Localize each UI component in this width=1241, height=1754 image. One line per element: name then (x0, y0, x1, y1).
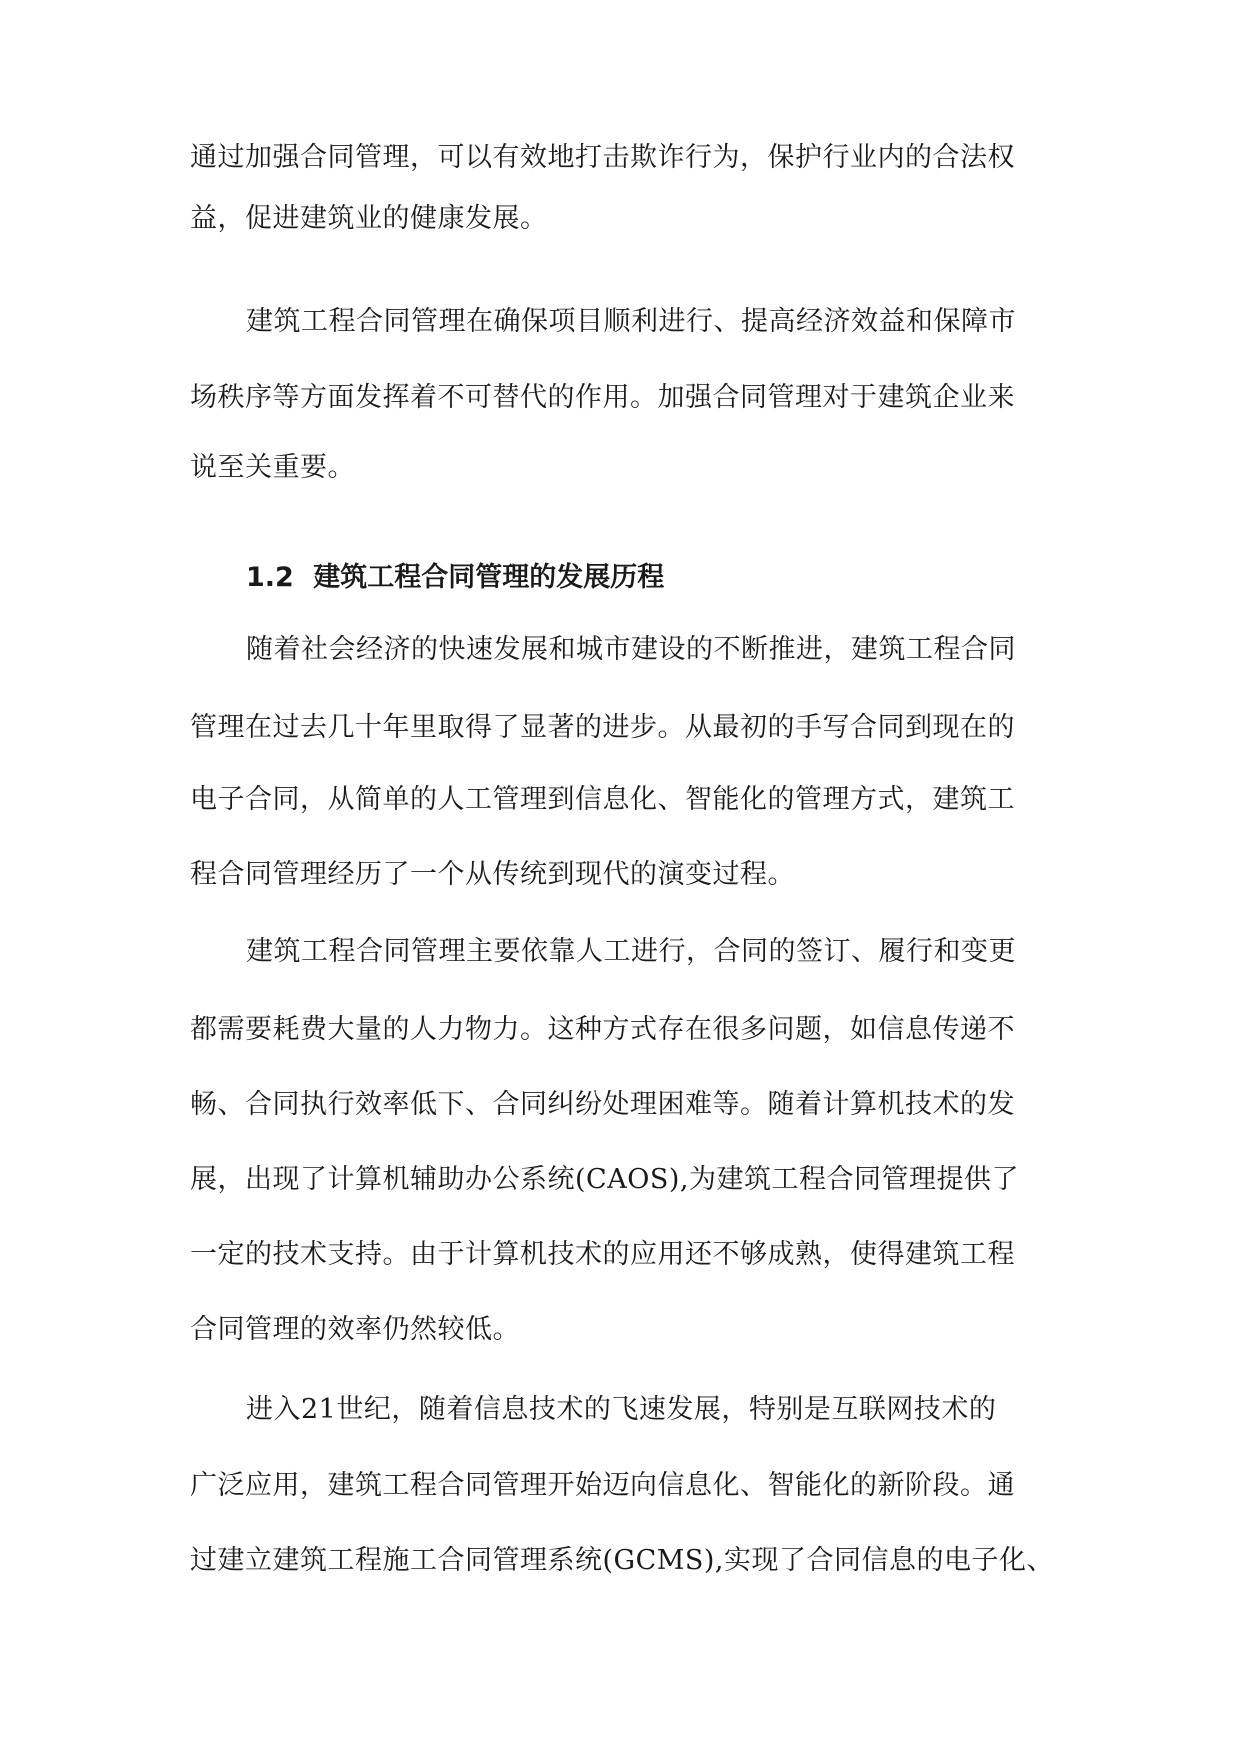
section-number: 1.2 (246, 562, 294, 593)
paragraph-line: 合同管理的效率仍然较低。 (190, 1314, 520, 1345)
paragraph-line: 一定的技术支持。由于计算机技术的应用还不够成熟，使得建筑工程 (190, 1239, 1015, 1270)
paragraph-line: 管理在过去几十年里取得了显著的进步。从最初的手写合同到现在的 (190, 712, 1015, 743)
paragraph-line: 过建立建筑工程施工合同管理系统(GCMS),实现了合同信息的电子化、 (190, 1545, 1055, 1576)
paragraph-line: 电子合同，从简单的人工管理到信息化、智能化的管理方式，建筑工 (190, 784, 1015, 815)
paragraph-line: 广泛应用，建筑工程合同管理开始迈向信息化、智能化的新阶段。通 (190, 1470, 1015, 1501)
section-title: 建筑工程合同管理的发展历程 (313, 562, 665, 593)
paragraph-line: 通过加强合同管理，可以有效地打击欺诈行为，保护行业内的合法权 (190, 142, 1015, 173)
paragraph-line: 展，出现了计算机辅助办公系统(CAOS),为建筑工程合同管理提供了 (190, 1164, 1019, 1195)
paragraph-line: 随着社会经济的快速发展和城市建设的不断推进，建筑工程合同 (246, 634, 1016, 665)
section-heading (246, 558, 664, 598)
paragraph-line: 都需要耗费大量的人力物力。这种方式存在很多问题，如信息传递不 (190, 1014, 1015, 1045)
paragraph-line: 程合同管理经历了一个从传统到现代的演变过程。 (190, 859, 795, 890)
paragraph-line: 益，促进建筑业的健康发展。 (190, 203, 548, 234)
paragraph-line: 说至关重要。 (190, 452, 355, 483)
paragraph-line: 场秩序等方面发挥着不可替代的作用。加强合同管理对于建筑企业来 (190, 382, 1015, 413)
paragraph-line: 建筑工程合同管理主要依靠人工进行，合同的签订、履行和变更 (246, 936, 1016, 967)
paragraph-line: 进入21世纪，随着信息技术的飞速发展，特别是互联网技术的 (246, 1394, 997, 1425)
paragraph-line: 畅、合同执行效率低下、合同纠纷处理困难等。随着计算机技术的发 (190, 1089, 1015, 1120)
paragraph-line: 建筑工程合同管理在确保项目顺利进行、提高经济效益和保障市 (246, 306, 1016, 337)
